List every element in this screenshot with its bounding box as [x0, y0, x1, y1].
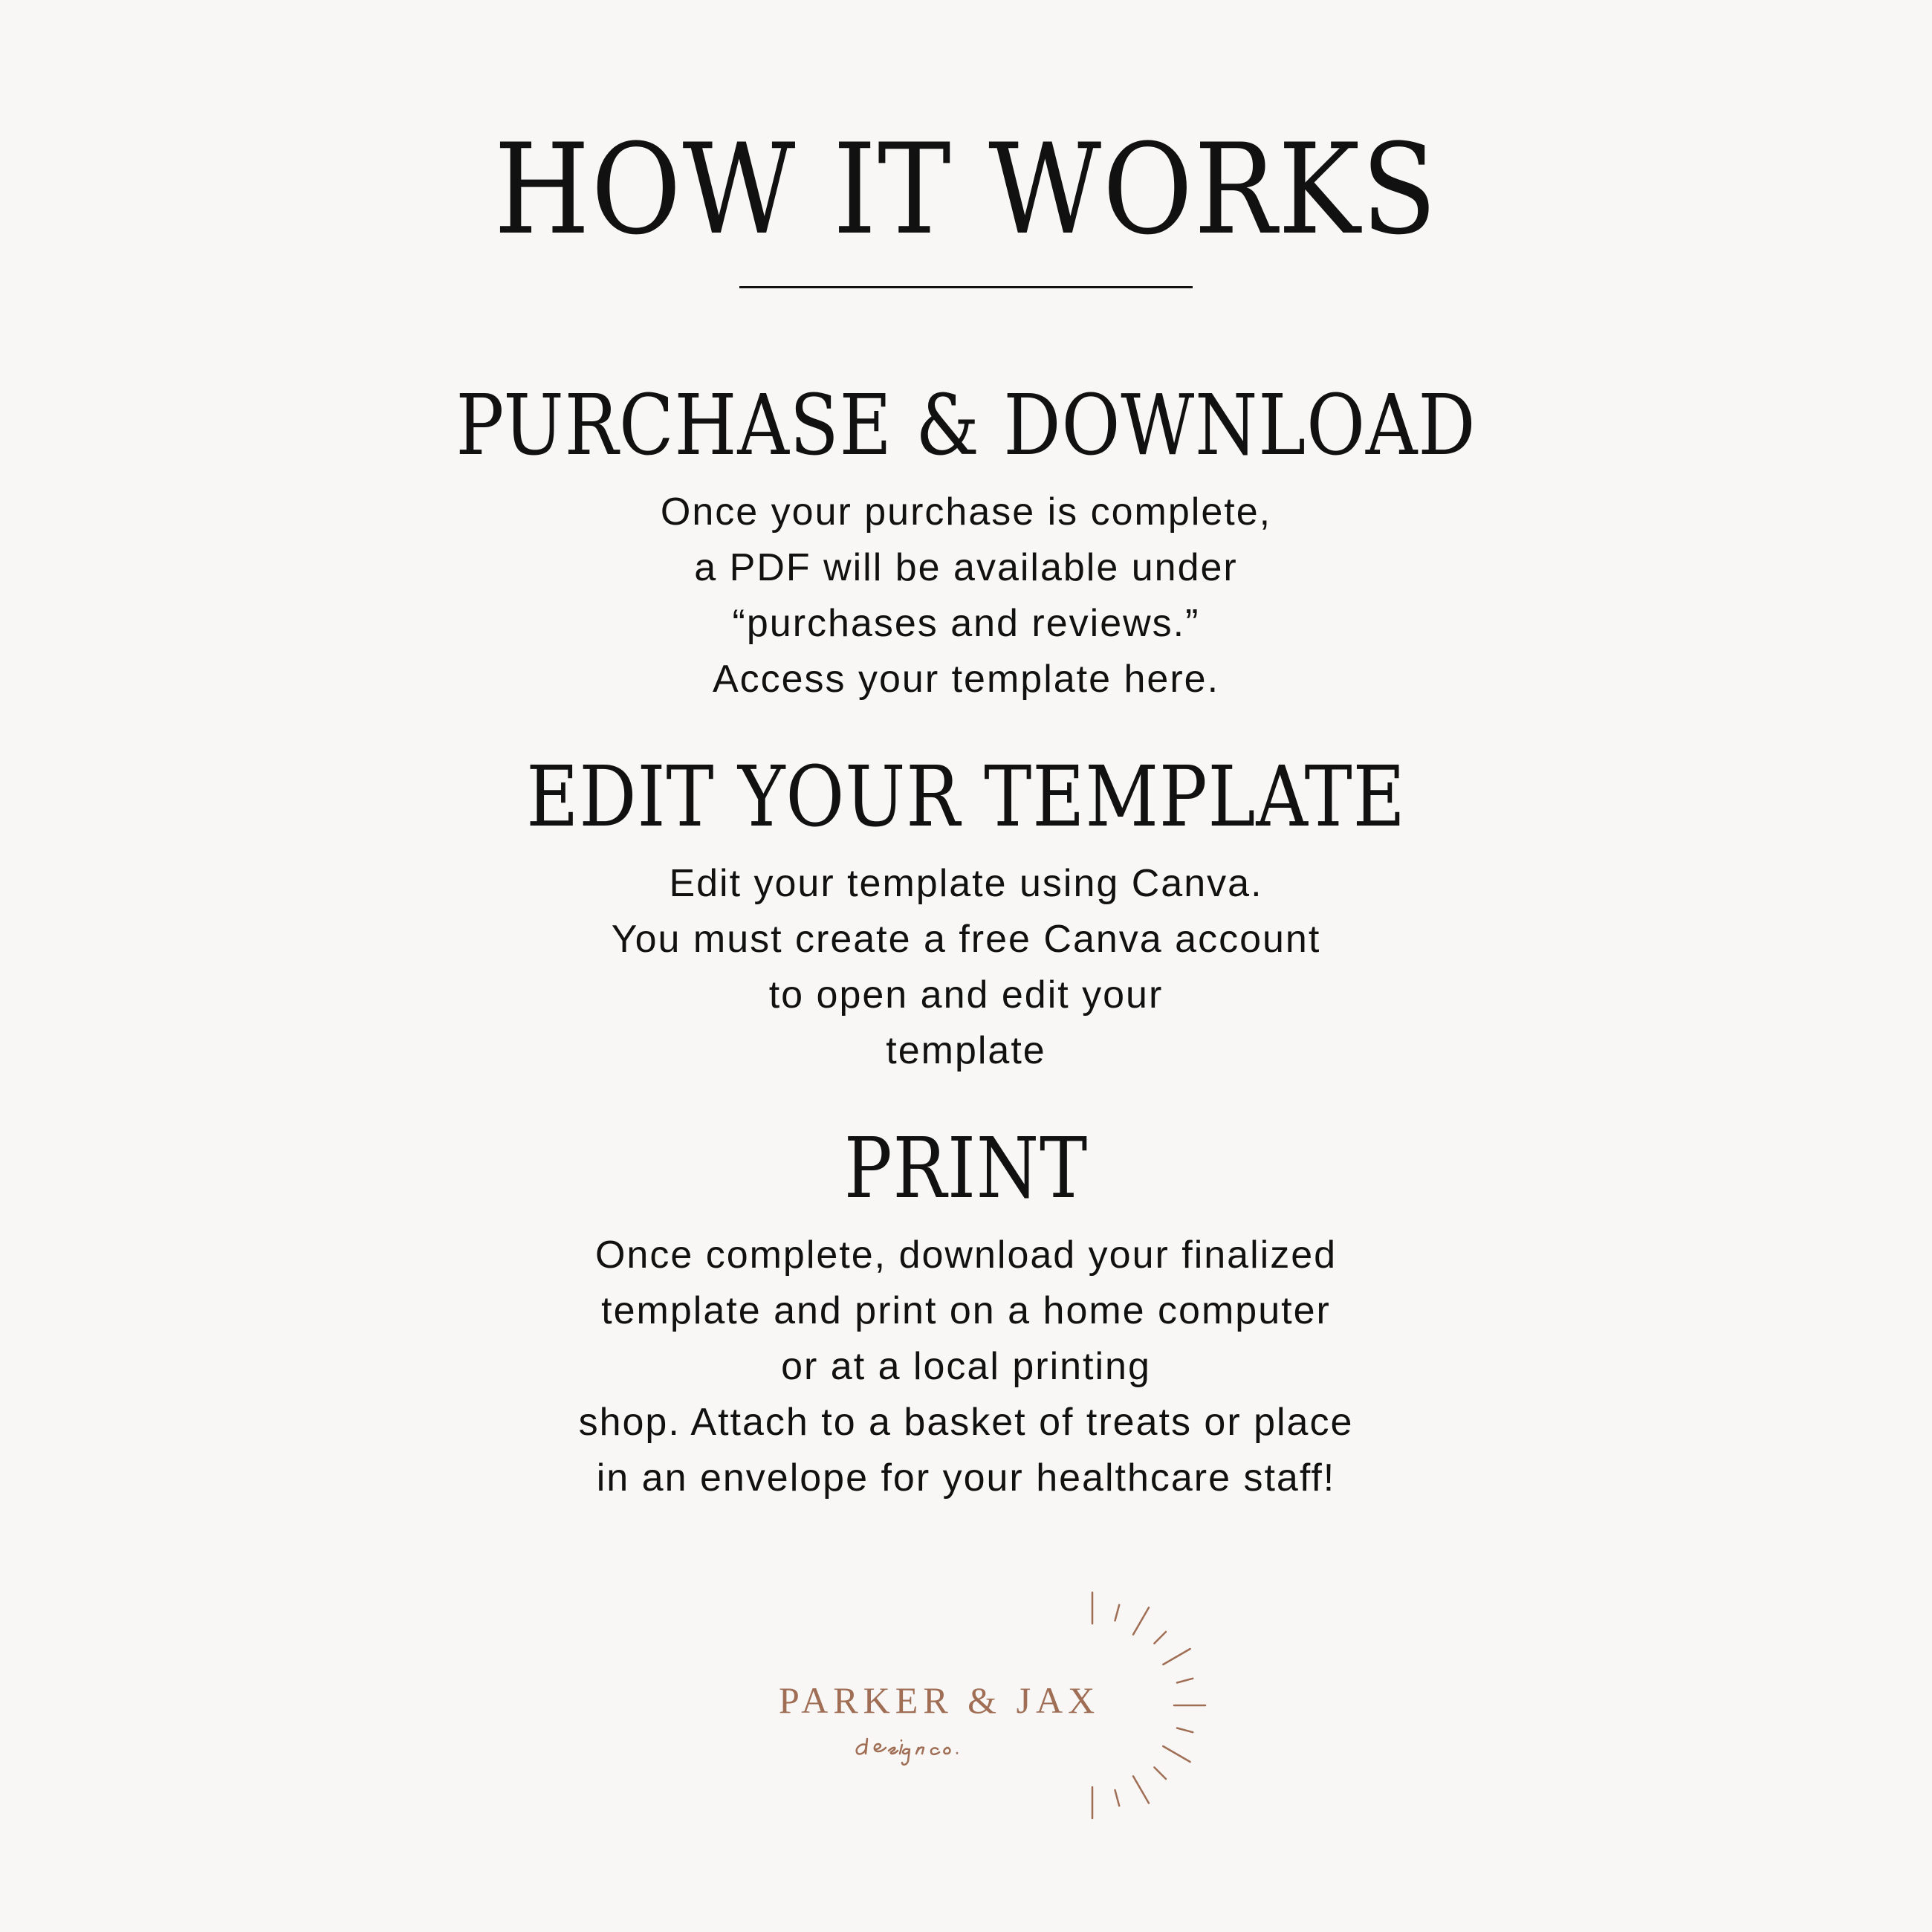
section-heading-edit: EDIT YOUR TEMPLATE [526, 749, 1406, 846]
sunburst-ray [1163, 1649, 1190, 1664]
body-line: template [886, 1029, 1046, 1072]
section-heading-purchase: PURCHASE & DOWNLOAD [456, 377, 1476, 474]
body-line: Edit your template using Canva. [669, 862, 1263, 905]
sunburst-ray [1154, 1767, 1166, 1779]
body-line: a PDF will be available under [694, 546, 1238, 589]
brand-name: PARKER & JAX [779, 1679, 1100, 1721]
section-body-edit [223, 856, 1709, 1079]
body-line: Once your purchase is complete, [660, 490, 1272, 534]
body-line: “purchases and reviews.” [732, 602, 1200, 645]
body-line: template and print on a home computer [601, 1289, 1331, 1332]
brand-logo [743, 1590, 1219, 1828]
title-divider [739, 286, 1193, 288]
sunburst-ray [1133, 1607, 1149, 1634]
sunburst-ray [1154, 1632, 1166, 1644]
sunburst-ray [1115, 1790, 1120, 1806]
sunburst-ray [1163, 1746, 1190, 1762]
sunburst-ray [1177, 1728, 1193, 1733]
sunburst-ray [1133, 1776, 1149, 1803]
body-line: to open and edit your [768, 973, 1164, 1017]
body-line: or at a local printing [781, 1345, 1151, 1388]
body-line: Access your template here. [712, 658, 1220, 701]
section-body-purchase [223, 484, 1709, 707]
section-body-print [223, 1228, 1709, 1506]
sunburst-ray [1177, 1679, 1193, 1683]
sunburst-ray [1115, 1605, 1120, 1621]
body-line: shop. Attach to a basket of treats or place [578, 1401, 1354, 1444]
tagline-script [857, 1739, 957, 1765]
body-line: You must create a free Canva account [611, 918, 1321, 961]
body-line: Once complete, download your finalized [594, 1234, 1338, 1277]
page-title: HOW IT WORKS [493, 117, 1439, 262]
section-heading-print: PRINT [843, 1121, 1089, 1217]
body-line: in an envelope for your healthcare staff! [596, 1456, 1336, 1500]
